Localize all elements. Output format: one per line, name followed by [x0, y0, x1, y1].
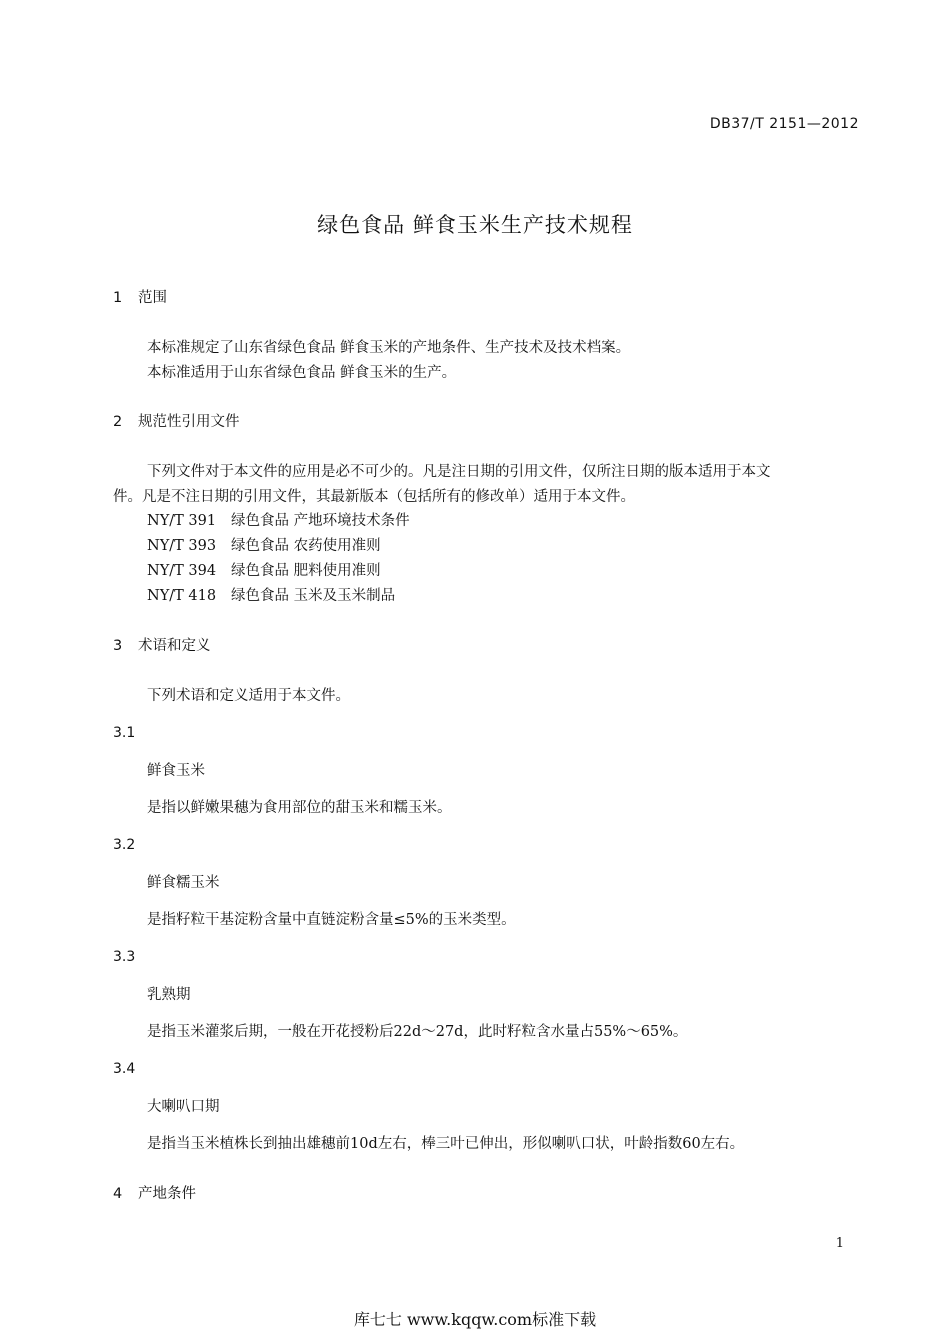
- reference-title: 绿色食品 农药使用准则: [231, 538, 381, 554]
- term-definition: 是指玉米灌浆后期，一般在开花授粉后22d～27d，此时籽粒含水量占55%～65%。: [147, 1024, 688, 1040]
- reference-item: [147, 536, 381, 556]
- reference-title: 绿色食品 产地环境技术条件: [231, 513, 410, 529]
- section-number: 4: [113, 1186, 123, 1202]
- section-heading-4: [113, 1184, 196, 1204]
- reference-code: NY/T 394: [147, 563, 217, 579]
- subsection-number: 3.4: [113, 1061, 136, 1077]
- section-number: 1: [113, 290, 123, 306]
- paragraph: 下列术语和定义适用于本文件。: [147, 688, 350, 704]
- reference-item: [147, 561, 381, 581]
- paragraph-continuation: 件。凡是不注日期的引用文件，其最新版本（包括所有的修改单）适用于本文件。: [113, 489, 635, 505]
- section-title: 术语和定义: [138, 638, 211, 654]
- document-number: DB37/T 2151—2012: [709, 116, 859, 132]
- section-number: 3: [113, 638, 123, 654]
- term-name: 乳熟期: [147, 987, 191, 1003]
- section-title: 产地条件: [138, 1186, 196, 1202]
- paragraph: 本标准规定了山东省绿色食品 鲜食玉米的产地条件、生产技术及技术档案。: [147, 340, 631, 356]
- reference-item: [147, 586, 395, 606]
- paragraph: 下列文件对于本文件的应用是必不可少的。凡是注日期的引用文件，仅所注日期的版本适用于本文: [147, 464, 771, 480]
- term-name: 大喇叭口期: [147, 1099, 220, 1115]
- term-definition: 是指以鲜嫩果穗为食用部位的甜玉米和糯玉米。: [147, 800, 452, 816]
- reference-item: [147, 511, 410, 531]
- reference-code: NY/T 391: [147, 513, 217, 529]
- subsection-number: 3.2: [113, 837, 136, 853]
- paragraph: 本标准适用于山东省绿色食品 鲜食玉米的生产。: [147, 365, 457, 381]
- reference-code: NY/T 418: [147, 588, 217, 604]
- section-heading-2: [113, 412, 240, 432]
- section-title: 规范性引用文件: [138, 414, 240, 430]
- subsection-number: 3.3: [113, 949, 136, 965]
- reference-code: NY/T 393: [147, 538, 217, 554]
- section-heading-3: [113, 636, 211, 656]
- term-name: 鲜食糯玉米: [147, 875, 220, 891]
- reference-title: 绿色食品 肥料使用准则: [231, 563, 381, 579]
- page-number: 1: [835, 1236, 844, 1251]
- section-title: 范围: [138, 290, 167, 306]
- term-name: 鲜食玉米: [147, 763, 205, 779]
- subsection-number: 3.1: [113, 725, 136, 741]
- section-number: 2: [113, 414, 123, 430]
- document-title: 绿色食品 鲜食玉米生产技术规程: [317, 213, 633, 237]
- reference-title: 绿色食品 玉米及玉米制品: [231, 588, 396, 604]
- footer-watermark: 库七七 www.kqqw.com标准下载: [353, 1310, 597, 1329]
- term-definition: 是指当玉米植株长到抽出雄穗前10d左右，棒三叶已伸出，形似喇叭口状，叶龄指数60左右。: [147, 1136, 745, 1152]
- section-heading-1: [113, 288, 167, 308]
- term-definition: 是指籽粒干基淀粉含量中直链淀粉含量≤5%的玉米类型。: [147, 912, 516, 928]
